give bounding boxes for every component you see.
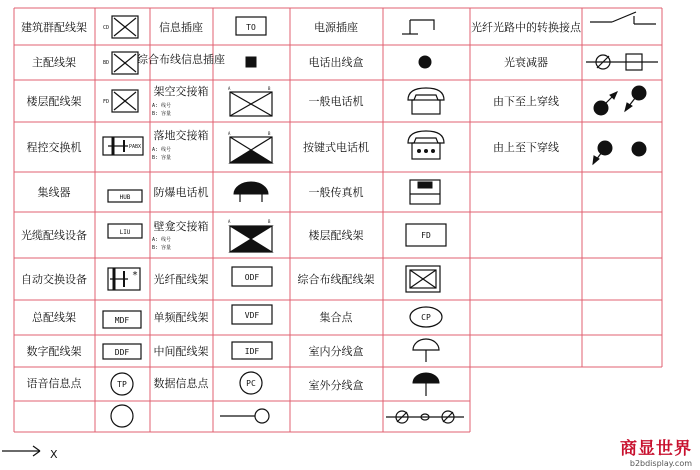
key-phone-symbol — [408, 131, 444, 159]
svg-text:MDF: MDF — [114, 316, 130, 325]
svg-text:FD: FD — [102, 99, 109, 105]
label-ddf: 数字配线架 — [26, 345, 82, 358]
watermark-main: 商显世界 — [620, 439, 692, 459]
label-auto-exchange: 自动交换设备 — [21, 273, 87, 286]
label-key-phone: 按键式电话机 — [303, 141, 369, 154]
svg-text:B: 容量: B: 容量 — [152, 111, 172, 117]
top-down-symbol — [593, 141, 646, 164]
svg-text:B: B — [268, 219, 271, 224]
svg-text:B: 容量: B: 容量 — [152, 155, 172, 161]
label-pabx: 程控交换机 — [26, 141, 82, 154]
label-phone-outlet: 电话出线盒 — [308, 56, 364, 69]
svg-text:CP: CP — [421, 313, 431, 322]
svg-text:B: B — [268, 131, 271, 136]
odf-symbol — [232, 267, 272, 286]
label-explosion-proof-phone: 防爆电话机 — [153, 186, 209, 199]
svg-text:HUB: HUB — [119, 194, 131, 201]
label-info-socket: 信息插座 — [159, 21, 203, 34]
ddf-symbol — [103, 344, 141, 359]
label-vdf-name: 单频配线架 — [153, 311, 209, 324]
label-odf-name: 光纤配线架 — [153, 273, 209, 286]
svg-text:PC: PC — [246, 379, 256, 388]
phone-outlet-symbol — [419, 56, 431, 68]
watermark-url: b2bdisplay.com — [629, 459, 692, 468]
fd-symbol — [103, 90, 138, 112]
label-data-point: 数据信息点 — [153, 377, 209, 390]
pabx-symbol — [103, 137, 143, 155]
label-cd: 建筑群配线架 — [21, 21, 87, 34]
svg-text:B: B — [268, 86, 271, 91]
labels-col-3 — [298, 20, 375, 392]
explosion-phone-symbol — [234, 182, 268, 202]
cd-symbol — [103, 16, 138, 38]
axis-indicator — [2, 446, 58, 461]
label-floor-distribution: 楼层配线架 — [26, 95, 82, 108]
mixed-socket-text — [137, 52, 225, 66]
hub-symbol — [108, 190, 142, 202]
label-outdoor-box: 室外分线盒 — [308, 379, 364, 392]
svg-text:ODF: ODF — [244, 273, 260, 282]
fiber-switch-symbol — [590, 12, 656, 24]
svg-text:BD: BD — [102, 60, 109, 66]
label-idf-name: 中间配线架 — [153, 345, 209, 358]
svg-text:IDF: IDF — [244, 347, 260, 356]
svg-text:A: 线号: A: 线号 — [152, 103, 172, 109]
svg-text:LIU: LIU — [119, 229, 131, 236]
label-overhead-cabinet: 架空交接箱 — [153, 85, 209, 98]
svg-text:PABX: PABX — [129, 144, 142, 150]
mdf-symbol — [103, 311, 141, 328]
svg-text:TP: TP — [117, 380, 127, 389]
pc-symbol — [240, 372, 262, 394]
tp-symbol — [111, 373, 133, 395]
label-fiber-switch-point: 光纤光路中的转换接点 — [471, 21, 581, 34]
box-notes-wall — [152, 236, 171, 251]
svg-text:TO: TO — [246, 23, 256, 32]
label-attenuator: 光衰减器 — [504, 56, 548, 69]
table-grid — [14, 8, 662, 432]
svg-text:A: A — [228, 86, 231, 91]
to-symbol — [236, 17, 266, 35]
svg-text:VDF: VDF — [244, 311, 260, 320]
empty-circle-line-symbol — [220, 409, 269, 423]
bottom-up-symbol — [594, 86, 646, 115]
power-socket-symbol — [402, 20, 434, 34]
watermark — [620, 434, 692, 468]
box-notes-overhead — [152, 102, 171, 117]
svg-text:B: 容量: B: 容量 — [152, 245, 172, 251]
label-hub: 集线器 — [37, 186, 71, 199]
liu-symbol — [108, 224, 142, 238]
cabling-distribution-symbol — [406, 266, 440, 292]
label-bottom-up: 由下至上穿线 — [493, 95, 559, 108]
empty-circle-symbol — [111, 405, 133, 427]
phone-symbol — [408, 88, 444, 114]
svg-text:A: 线号: A: 线号 — [152, 147, 172, 153]
svg-text:综合布线信息插座: 综合布线信息插座 — [137, 53, 225, 66]
svg-text:CD: CD — [102, 25, 109, 31]
bd-symbol — [103, 52, 138, 74]
svg-text:A: A — [228, 219, 231, 224]
svg-text:A: 线号: A: 线号 — [152, 237, 172, 243]
label-floor-distribution-fd: 楼层配线架 — [308, 229, 364, 242]
indoor-box-symbol — [413, 339, 439, 362]
auto-exchange-symbol — [108, 268, 140, 290]
label-phone: 一般电话机 — [308, 95, 364, 108]
label-floor-cabinet: 落地交接箱 — [153, 129, 209, 142]
attenuator-symbol — [586, 54, 658, 70]
label-cp: 集合点 — [319, 311, 353, 324]
label-mdf: 总配线架 — [32, 311, 76, 324]
label-top-down: 由上至下穿线 — [493, 141, 559, 154]
solid-square-symbol — [246, 57, 256, 67]
labels-col-4 — [471, 20, 582, 154]
svg-text:*: * — [132, 270, 139, 281]
svg-text:DDF: DDF — [114, 348, 130, 357]
label-voice-point: 语音信息点 — [26, 377, 82, 390]
fiber-connector-symbol — [386, 411, 464, 423]
svg-text:A: A — [228, 131, 231, 136]
outdoor-box-symbol — [413, 373, 439, 396]
fd-box-symbol — [406, 224, 446, 246]
idf-symbol — [232, 342, 272, 359]
vdf-symbol — [232, 305, 272, 324]
label-main-distribution: 主配线架 — [32, 56, 76, 69]
fax-symbol — [410, 180, 440, 204]
label-cabling-distribution: 综合布线配线架 — [297, 273, 375, 286]
axis-label: X — [50, 448, 58, 461]
floor-cabinet-symbol — [228, 131, 272, 163]
wall-cabinet-symbol — [228, 219, 272, 252]
cp-symbol — [410, 307, 442, 327]
label-indoor-box: 室内分线盒 — [308, 345, 364, 358]
label-power-socket: 电源插座 — [314, 21, 358, 34]
label-fiber-distribution: 光缆配线设备 — [21, 229, 87, 242]
overhead-cabinet-symbol — [228, 86, 272, 116]
label-fax: 一般传真机 — [308, 186, 364, 199]
box-notes-floor — [152, 146, 171, 161]
svg-text:FD: FD — [421, 231, 431, 240]
label-wall-cabinet: 壁龛交接箱 — [153, 220, 209, 233]
